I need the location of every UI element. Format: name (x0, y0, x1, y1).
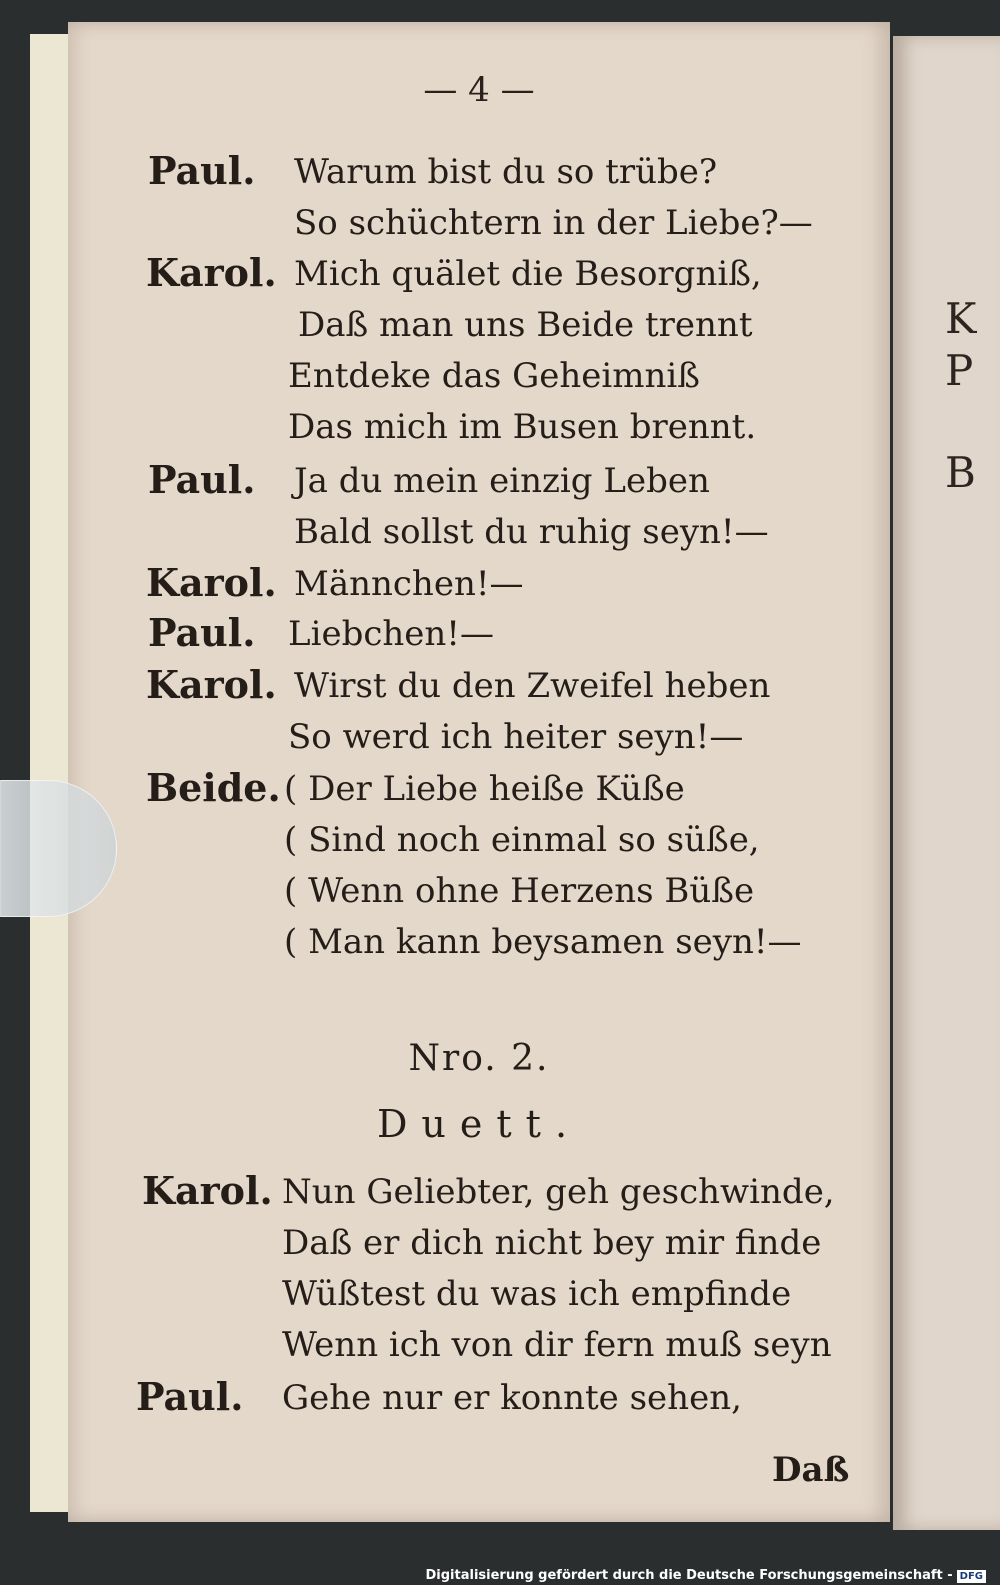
verse-line: ( Der Liebe heiße Küße (284, 769, 685, 809)
verse-line: Nun Geliebter, geh geschwinde, (282, 1172, 835, 1212)
number-heading: Nro. 2. (408, 1038, 550, 1079)
verse-line: ( Sind noch einmal so süße, (284, 820, 760, 860)
catchword: Daß (772, 1450, 850, 1490)
speaker-label: Beide. (146, 765, 281, 810)
verse-line: Wirst du den Zweifel heben (294, 666, 771, 706)
verse-line: Mich quälet die Besorgniß, (294, 254, 762, 294)
verse-line: Ja du mein einzig Leben (294, 461, 710, 501)
speaker-label: Paul. (148, 148, 256, 193)
digitization-footer (426, 1568, 987, 1583)
speaker-label: Paul. (136, 1374, 244, 1419)
verse-line: Daß er dich nicht bey mir finde (282, 1223, 822, 1263)
verse-line: Das mich im Busen brennt. (288, 407, 757, 447)
verse-line: So werd ich heiter seyn!— (288, 717, 744, 757)
adjacent-page-fragment: B (945, 448, 976, 497)
verse-line: Bald sollst du ruhig seyn!— (294, 512, 769, 552)
duett-heading: Duett. (376, 1102, 582, 1146)
verse-line: Wenn ich von dir fern muß seyn (282, 1325, 832, 1365)
verse-line: Wüßtest du was ich empfinde (282, 1274, 792, 1314)
speaker-label: Paul. (148, 610, 256, 655)
speaker-label: Karol. (142, 1168, 273, 1213)
speaker-label: Karol. (146, 560, 277, 605)
verse-line: Entdeke das Geheimniß (288, 356, 700, 396)
verse-line: ( Wenn ohne Herzens Büße (284, 871, 755, 911)
speaker-label: Karol. (146, 662, 277, 707)
verse-line: So schüchtern in der Liebe?— (294, 203, 813, 243)
footer-text: Digitalisierung gefördert durch die Deutsche Forschungsgemeinschaft - (425, 1568, 953, 1583)
page-number: — 4 — (423, 70, 535, 110)
speaker-label: Paul. (148, 457, 256, 502)
adjacent-page-fragment: K (945, 294, 977, 343)
adjacent-page (893, 36, 1000, 1530)
verse-line: Liebchen!— (288, 614, 494, 654)
verse-line: Männchen!— (294, 564, 524, 604)
book-page (68, 22, 890, 1522)
verse-line: Daß man uns Beide trennt (298, 305, 753, 345)
verse-line: ( Man kann beysamen seyn!— (284, 922, 802, 962)
dfg-logo-icon: DFG (957, 1570, 986, 1583)
speaker-label: Karol. (146, 250, 277, 295)
verse-line: Gehe nur er konnte sehen, (282, 1378, 742, 1418)
adjacent-page-fragment: P (945, 346, 974, 395)
verse-line: Warum bist du so trübe? (294, 152, 718, 192)
